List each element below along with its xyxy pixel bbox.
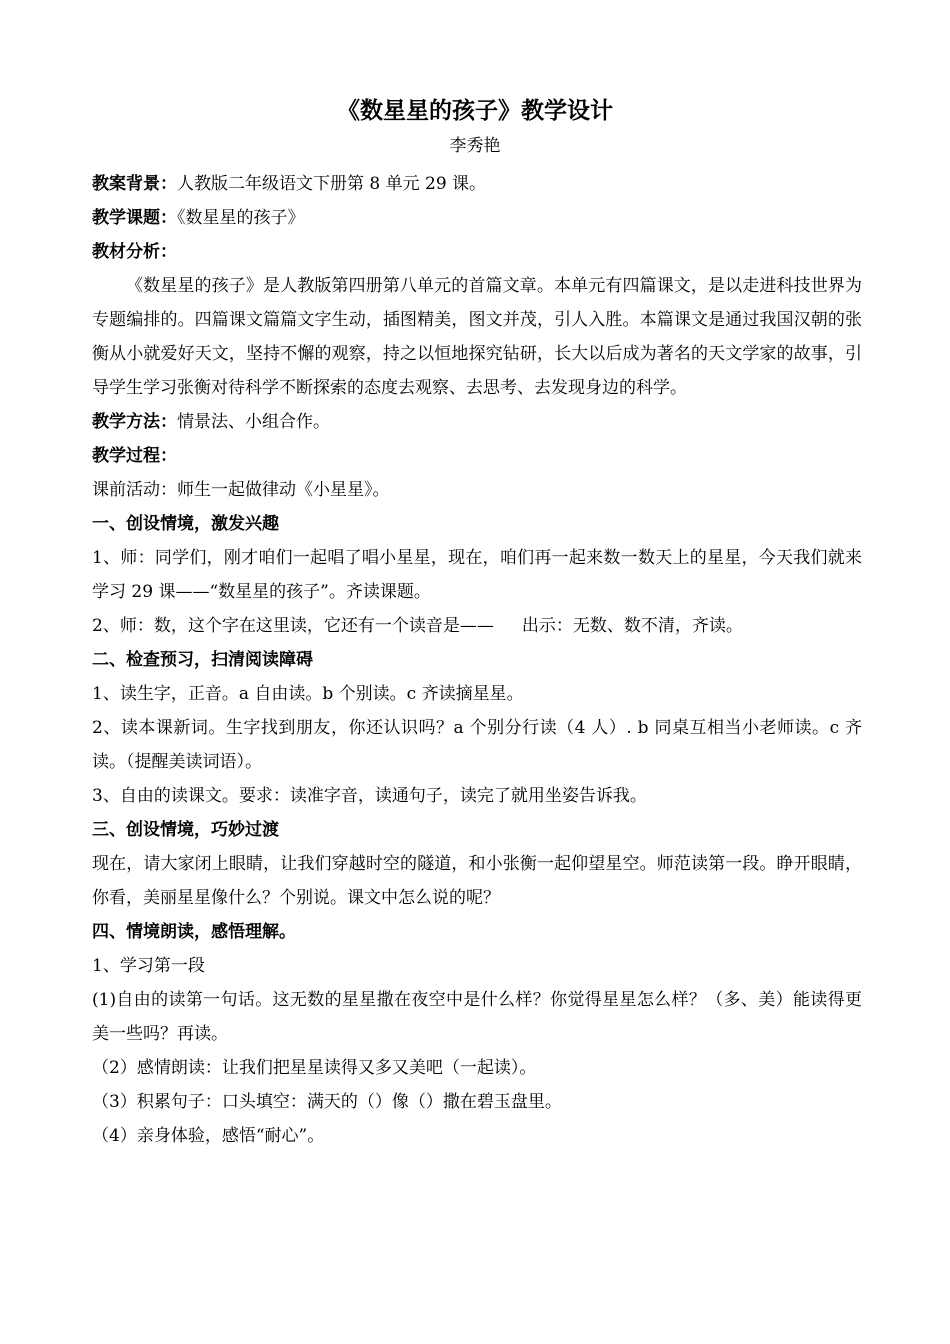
analysis-label: 教材分析：: [92, 242, 177, 262]
process-label: 教学过程：: [92, 446, 177, 466]
document-body: [92, 167, 862, 1153]
section4-heading: 四、情境朗读，感悟理解。: [92, 922, 296, 942]
section1-item1: 1、师：同学们，刚才咱们一起唱了唱小星星，现在，咱们再一起来数一数天上的星星，今天我们就来学习 29 课——“数星星的孩子”。齐读课题。: [92, 548, 862, 602]
section2-item1: 1、读生字，正音。a 自由读。b 个别读。c 齐读摘星星。: [92, 684, 524, 704]
section2-heading: 二、检查预习，扫清阅读障碍: [92, 650, 313, 670]
background-line: [92, 167, 862, 201]
section1-item2: [92, 609, 862, 643]
section1-item2-display: 出示：无数、数不清，齐读。: [521, 616, 743, 636]
section1-item2-question: 2、师：数，这个字在这里读，它还有一个读音是——: [92, 616, 494, 636]
topic-text: 《数星星的孩子》: [177, 208, 305, 228]
method-line: [92, 405, 862, 439]
background-label: 教案背景：: [92, 174, 177, 194]
section4-sub1: 1、学习第一段: [92, 956, 205, 976]
method-text: 情景法、小组合作。: [177, 412, 330, 432]
section4-step1: (1)自由的读第一句话。这无数的星星撒在夜空中是什么样？你觉得星星怎么样？（多、美）能读得更美一些吗？再读。: [92, 990, 862, 1044]
section3-paragraph: 现在，请大家闭上眼睛，让我们穿越时空的隧道，和小张衡一起仰望星空。师范读第一段。睁开眼睛，你看，美丽星星像什么？个别说。课文中怎么说的呢？: [92, 854, 862, 908]
section1-heading: 一、创设情境，激发兴趣: [92, 514, 279, 534]
document-title: 《数星星的孩子》教学设计: [337, 97, 613, 124]
method-label: 教学方法：: [92, 412, 177, 432]
section4-step2: （2）感情朗读：让我们把星星读得又多又美吧（一起读）。: [92, 1058, 537, 1078]
background-text: 人教版二年级语文下册第 8 单元 29 课。: [177, 174, 487, 194]
topic-label: 教学课题：: [92, 208, 177, 228]
topic-line: [92, 201, 862, 235]
pre-activity: 课前活动：师生一起做律动《小星星》。: [92, 480, 390, 500]
analysis-paragraph: 《数星星的孩子》是人教版第四册第八单元的首篇文章。本单元有四篇课文，是以走进科技世界为专题编排的。四篇课文篇篇文字生动，插图精美，图文并茂，引人入胜。本篇课文是通过我国汉朝的张衡从小就爱好天文，坚持不懈的观察，持之以恒地探究钻研，长大以后成为著名的天文学家的故事，引导学生学习张衡对待科学不断探索的态度去观察、去思考、去发现身边的科学。: [92, 276, 862, 398]
section4-step4: （4）亲身体验，感悟“耐心”。: [92, 1126, 325, 1146]
section2-item3: 3、自由的读课文。要求：读准字音，读通句子，读完了就用坐姿告诉我。: [92, 786, 647, 806]
author-name: 李秀艳: [449, 136, 501, 156]
section4-step3: （3）积累句子：口头填空：满天的（）像（）撒在碧玉盘里。: [92, 1092, 562, 1112]
section2-item2: 2、读本课新词。生字找到朋友，你还认识吗？a 个别分行读（4 人）. b 同桌互相当小老师读。c 齐读。（提醒美读词语）。: [92, 718, 862, 772]
section3-heading: 三、创设情境，巧妙过渡: [92, 820, 279, 840]
